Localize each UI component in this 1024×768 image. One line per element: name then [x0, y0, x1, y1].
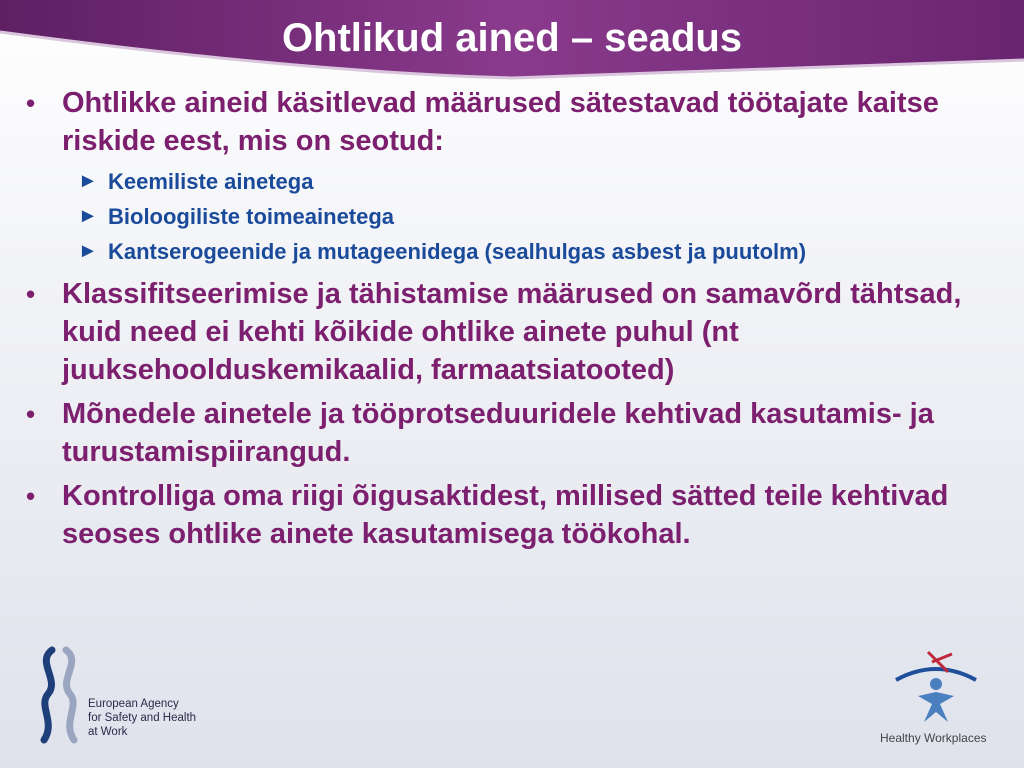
logo-text-line: for Safety and Health: [88, 712, 197, 724]
bullet-item: [20, 84, 1000, 160]
triangle-arrow-icon: ►: [78, 240, 98, 262]
bullet-dot-icon: •: [26, 279, 36, 309]
sub-item: [20, 236, 1000, 267]
logo-text-line: European Agency: [88, 698, 179, 710]
triangle-arrow-icon: ►: [78, 170, 98, 192]
sub-item: [20, 166, 1000, 197]
bullet-text: Kontrolliga oma riigi õigusaktidest, millised sätted teile kehtivad seoses ohtlike ainete kasutamisega töökohal.: [62, 480, 949, 550]
bullet-dot-icon: •: [26, 399, 36, 429]
bullet-item: [20, 395, 1000, 471]
bullet-text: Ohtlikke aineid käsitlevad määrused sätestavad töötajate kaitse riskide eest, mis on seotud:: [62, 87, 939, 157]
triangle-arrow-icon: ►: [78, 205, 98, 227]
bullet-dot-icon: •: [26, 88, 36, 118]
sub-item-text: Kantserogeenide ja mutageenidega (sealhulgas asbest ja puutolm): [108, 239, 807, 264]
bullet-item: [20, 275, 1000, 389]
sub-list: [20, 166, 1000, 267]
sub-item: [20, 201, 1000, 232]
sub-item-text: Bioloogiliste toimeainetega: [108, 204, 395, 229]
eu-osha-logo-text: [88, 697, 196, 739]
bullet-item: [20, 477, 1000, 553]
bullet-text: Klassifitseerimise ja tähistamise määrused on samavõrd tähtsad, kuid need ei kehti kõikide ohtlike ainete puhul (nt juuksehoolduskemikaalid, farmaatsiatooted): [62, 278, 962, 386]
slide-content: [20, 84, 1000, 559]
bullet-dot-icon: •: [26, 481, 36, 511]
logo-text-line: at Work: [88, 726, 128, 738]
healthy-workplaces-label: Healthy Workplaces: [880, 731, 987, 745]
bullet-text: Mõnedele ainetele ja tööprotseduuridele kehtivad kasutamis- ja turustamispiirangud.: [62, 398, 934, 468]
slide-title: Ohtlikud ained – seadus: [281, 16, 743, 60]
sub-item-text: Keemiliste ainetega: [108, 169, 314, 194]
